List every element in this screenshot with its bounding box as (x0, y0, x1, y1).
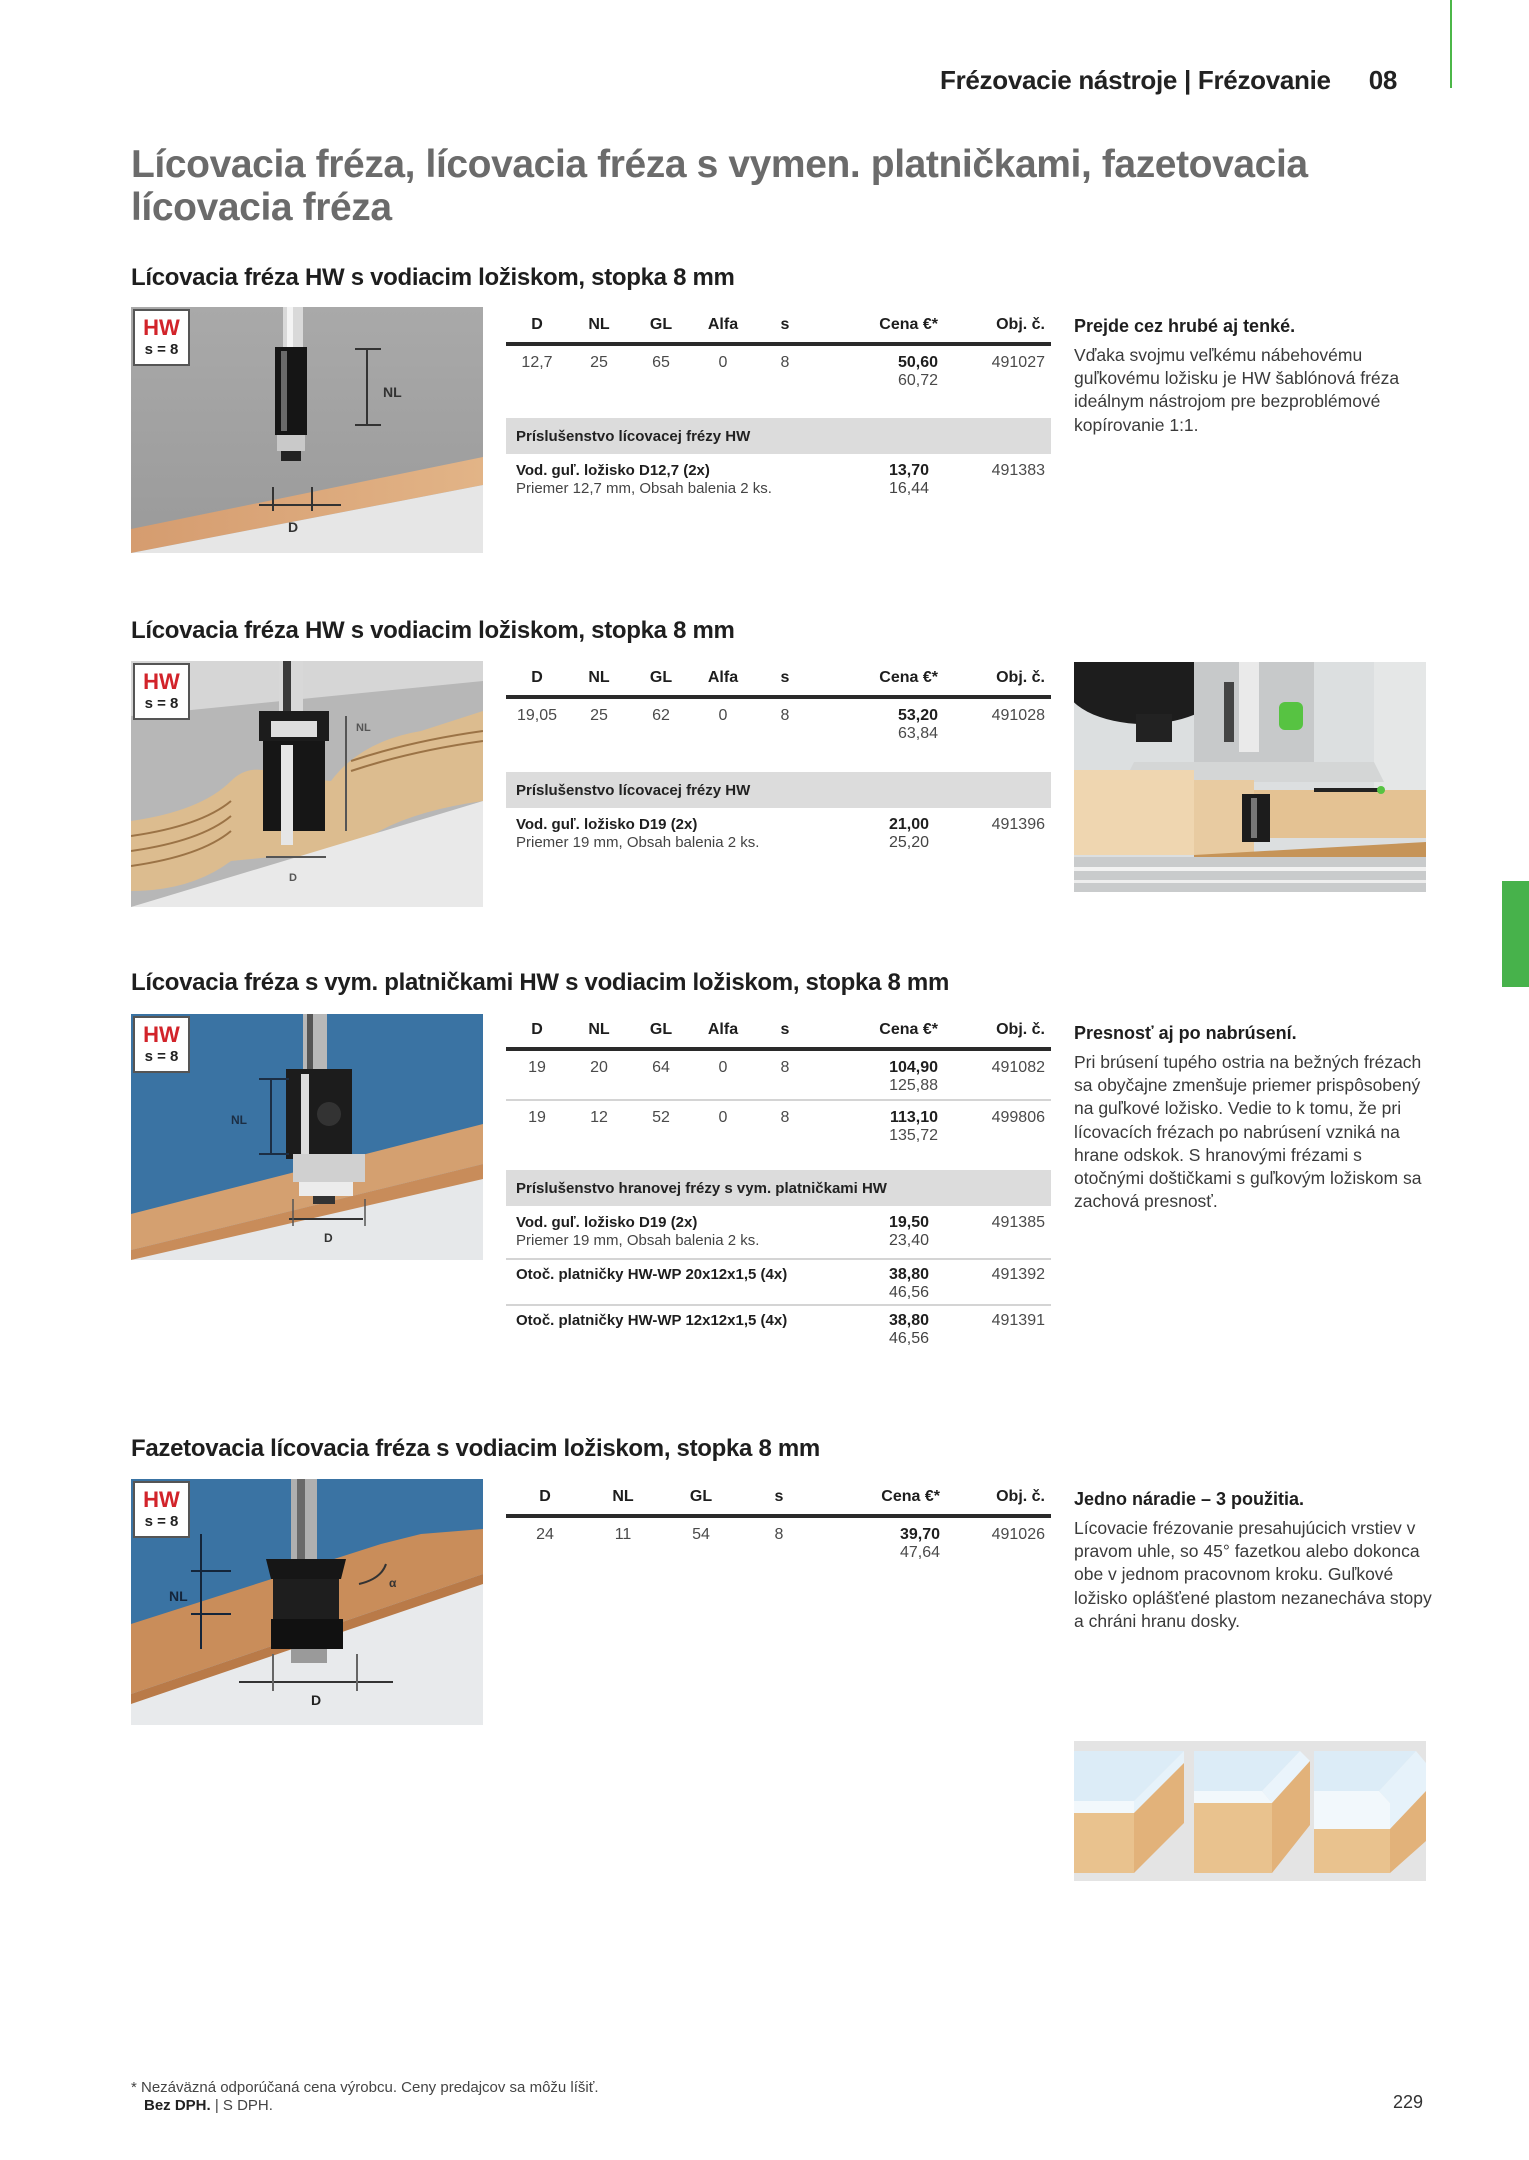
accessory-row (506, 462, 1051, 502)
accessory-name: Vod. guľ. ložisko D19 (2x) (516, 1214, 698, 1231)
hw-badge (133, 663, 190, 720)
accessory-order-no: 491391 (991, 1312, 1045, 1329)
price-gross: 135,72 (889, 1127, 938, 1144)
svg-text:D: D (288, 519, 299, 535)
accessory-price-gross: 46,56 (888, 1284, 929, 1301)
chapter-accent-line (1450, 0, 1452, 88)
col-nl: NL (568, 308, 630, 344)
product-diagram-router-bit (131, 1014, 483, 1260)
cell-price (818, 1516, 958, 1566)
product-diagram-router-bit (131, 307, 483, 553)
accessory-name: Vod. guľ. ložisko D19 (2x) (516, 816, 698, 833)
section-title: Lícovacia fréza HW s vodiacim ložiskom, stopka 8 mm (131, 617, 735, 644)
svg-text:NL: NL (383, 384, 402, 400)
hw-badge (133, 309, 190, 366)
svg-text:NL: NL (231, 1113, 247, 1127)
col-gl: GL (630, 661, 692, 697)
accessory-name: Vod. guľ. ložisko D12,7 (2x) (516, 462, 710, 479)
col-s: s (754, 661, 816, 697)
accessory-price-net: 13,70 (888, 462, 929, 479)
col-alfa: Alfa (692, 661, 754, 697)
col-d: D (506, 1013, 568, 1049)
section-title: Lícovacia fréza HW s vodiacim ložiskom, stopka 8 mm (131, 264, 735, 291)
cell-gl: 62 (652, 707, 670, 724)
badge-shank: s = 8 (144, 340, 179, 358)
cell-gl: 54 (692, 1526, 710, 1543)
table-row (506, 1049, 1051, 1100)
cell-price (816, 1100, 956, 1149)
product-diagram-chamfer-bit (131, 1479, 483, 1725)
table-row (506, 1516, 1051, 1566)
accessories-header: Príslušenstvo hranovej frézy s vym. platničkami HW (506, 1170, 1051, 1206)
cell-alfa: 0 (718, 354, 728, 371)
feature-headline: Presnosť aj po nabrúsení. (1074, 1023, 1297, 1043)
cell-order-no: 491082 (956, 1049, 1051, 1100)
price-net: 104,90 (889, 1059, 938, 1076)
accessory-desc: Priemer 19 mm, Obsah balenia 2 ks. (516, 834, 760, 851)
col-alfa: Alfa (692, 308, 754, 344)
page-number: 229 (1393, 2092, 1424, 2112)
cell-order-no: 499806 (991, 1109, 1045, 1126)
col-s: s (754, 308, 816, 344)
col-d: D (506, 1480, 584, 1516)
cell-gl: 65 (652, 354, 670, 371)
feature-body: Vďaka svojmu veľkému nábehovému guľkovému ložisku je HW šablónová fréza ideálnym nástrojom pre bezproblémové kopírovanie 1:1. (1074, 345, 1400, 435)
cell-d: 24 (536, 1526, 554, 1543)
cell-d: 12,7 (521, 354, 553, 371)
feature-description (1074, 1487, 1434, 1633)
application-photo-router (1074, 662, 1426, 892)
accessory-price-net: 21,00 (888, 816, 929, 833)
col-alfa: Alfa (692, 1013, 754, 1049)
svg-text:D: D (311, 1692, 322, 1708)
col-order-no: Obj. č. (958, 1480, 1051, 1516)
spec-table-header (506, 1480, 1051, 1516)
price-net: 53,20 (897, 707, 938, 724)
price-net: 39,70 (899, 1526, 940, 1543)
accessory-price-gross: 16,44 (888, 480, 929, 497)
svg-text:D: D (289, 872, 297, 884)
accessory-order-no: 491396 (991, 816, 1045, 833)
cell-d: 19,05 (516, 707, 558, 724)
accessory-desc: Priemer 12,7 mm, Obsah balenia 2 ks. (516, 480, 772, 497)
accessories-header: Príslušenstvo lícovacej frézy HW (506, 418, 1051, 454)
accessory-price-net: 38,80 (888, 1312, 929, 1329)
running-header (940, 62, 1397, 98)
badge-material: HW (143, 1486, 180, 1512)
col-price: Cena €* (816, 1013, 956, 1049)
cell-nl: 20 (568, 1049, 630, 1100)
feature-description (1074, 314, 1434, 437)
cell-nl: 25 (590, 354, 608, 371)
section-title: Lícovacia fréza s vym. platničkami HW s vodiacim ložiskom, stopka 8 mm (131, 969, 949, 996)
feature-body: Pri brúsení tupého ostria na bežných frézach sa obyčajne zmenšuje priemer prispôsobený na guľkové ložisko. Vedie to k tomu, že pri lícovacích frézach po nabrúsení vzniká na hrane odskok. S hranovými frézami s otočnými doštičkami s guľkovým ložiskom sa zachová presnosť. (1074, 1052, 1422, 1212)
accessory-price-net: 19,50 (888, 1214, 929, 1231)
col-price: Cena €* (816, 308, 956, 344)
col-nl: NL (584, 1480, 662, 1516)
cell-alfa: 0 (718, 707, 728, 724)
page-title: Lícovacia fréza, lícovacia fréza s vymen. platničkami, fazetovacia lícovacia fréza (131, 143, 1308, 229)
price-net: 50,60 (897, 354, 938, 371)
col-d: D (506, 661, 568, 697)
cell-order-no: 491026 (991, 1526, 1045, 1543)
price-gross: 63,84 (897, 725, 938, 742)
accessory-price-net: 38,80 (888, 1266, 929, 1283)
accessory-row (506, 816, 1051, 856)
col-order-no: Obj. č. (956, 308, 1051, 344)
accessory-desc: Priemer 19 mm, Obsah balenia 2 ks. (516, 1232, 760, 1249)
cell-gl: 52 (652, 1109, 670, 1126)
accessory-row (506, 1258, 1051, 1302)
accessory-price-gross: 25,20 (888, 834, 929, 851)
col-order-no: Obj. č. (956, 1013, 1051, 1049)
price-gross: 125,88 (889, 1077, 938, 1094)
accessory-order-no: 491383 (991, 462, 1045, 479)
table-row (506, 697, 1051, 747)
col-gl: GL (630, 308, 692, 344)
badge-material: HW (143, 314, 180, 340)
svg-text:D: D (324, 1231, 333, 1245)
accessory-price-gross: 23,40 (888, 1232, 929, 1249)
spec-table (506, 1480, 1051, 1566)
header-section: Frézovacie nástroje | Frézovanie (940, 64, 1331, 95)
table-row (506, 344, 1051, 394)
feature-headline: Jedno náradie – 3 použitia. (1074, 1489, 1305, 1509)
header-chapter-number: 08 (1368, 64, 1398, 95)
cell-alfa: 0 (692, 1049, 754, 1100)
svg-text:α: α (389, 1576, 397, 1590)
accessory-order-no: 491385 (991, 1214, 1045, 1231)
cell-alfa: 0 (718, 1109, 728, 1126)
badge-material: HW (143, 1021, 180, 1047)
col-s: s (740, 1480, 818, 1516)
cell-s: 8 (780, 1109, 790, 1126)
feature-headline: Prejde cez hrubé aj tenké. (1074, 316, 1296, 336)
cell-nl: 25 (590, 707, 608, 724)
col-price: Cena €* (818, 1480, 958, 1516)
tax-excl-label: Bez DPH. (144, 2097, 211, 2114)
accessory-price-gross: 46,56 (888, 1330, 929, 1347)
badge-shank: s = 8 (144, 694, 179, 712)
feature-body: Lícovacie frézovanie presahujúcich vrstiev v pravom uhle, so 45° fazetkou alebo dokonca obe v jednom pracovnom kroku. Guľkové ložisko oplášťené plastom nezanecháva stopy a chráni hranu dosky. (1074, 1518, 1432, 1631)
cell-s: 8 (774, 1526, 784, 1543)
cell-s: 8 (780, 354, 790, 371)
spec-table (506, 308, 1051, 394)
col-d: D (506, 308, 568, 344)
chapter-tab-marker (1502, 881, 1529, 987)
spec-table-header (506, 308, 1051, 344)
cell-s: 8 (780, 707, 790, 724)
spec-table (506, 1013, 1051, 1149)
accessory-name: Otoč. platničky HW-WP 12x12x1,5 (4x) (516, 1312, 788, 1329)
product-diagram-router-bit (131, 661, 483, 907)
accessory-row (506, 1304, 1051, 1348)
price-net: 113,10 (889, 1109, 938, 1126)
badge-shank: s = 8 (144, 1047, 179, 1065)
cell-d: 19 (528, 1109, 546, 1126)
badge-material: HW (143, 668, 180, 694)
cell-s: 8 (754, 1049, 816, 1100)
accessory-row (506, 1214, 1051, 1256)
col-gl: GL (662, 1480, 740, 1516)
price-footnote (131, 2079, 599, 2115)
svg-text:NL: NL (169, 1588, 188, 1604)
feature-description (1074, 1021, 1434, 1213)
footnote-tax-legend (131, 2097, 599, 2115)
tax-incl-label: | S DPH. (210, 2097, 273, 2114)
col-order-no: Obj. č. (956, 661, 1051, 697)
hw-badge (133, 1016, 190, 1073)
cell-gl: 64 (630, 1049, 692, 1100)
footnote-line: * Nezáväzná odporúčaná cena výrobcu. Ceny predajcov sa môžu líšiť. (131, 2079, 599, 2096)
cell-order-no: 491027 (991, 354, 1045, 371)
col-gl: GL (630, 1013, 692, 1049)
spec-table-header (506, 661, 1051, 697)
spec-table (506, 661, 1051, 747)
cell-price (816, 1049, 956, 1100)
col-s: s (754, 1013, 816, 1049)
price-gross: 47,64 (899, 1544, 940, 1561)
accessories-header: Príslušenstvo lícovacej frézy HW (506, 772, 1051, 808)
cell-price (816, 697, 956, 747)
cell-d: 19 (506, 1049, 568, 1100)
spec-table-header (506, 1013, 1051, 1049)
section-title: Fazetovacia lícovacia fréza s vodiacim ložiskom, stopka 8 mm (131, 1435, 820, 1462)
accessory-order-no: 491392 (991, 1266, 1045, 1283)
hw-badge (133, 1481, 190, 1538)
edge-profile-diagram-icon (1074, 1741, 1426, 1881)
accessory-name: Otoč. platničky HW-WP 20x12x1,5 (4x) (516, 1266, 788, 1283)
col-nl: NL (568, 1013, 630, 1049)
cell-nl: 11 (614, 1526, 632, 1543)
cell-order-no: 491028 (991, 707, 1045, 724)
col-nl: NL (568, 661, 630, 697)
edge-profiles-illustration (1074, 1741, 1426, 1881)
cell-nl: 12 (590, 1109, 608, 1126)
router-in-use-photo-icon (1074, 662, 1426, 892)
table-row (506, 1100, 1051, 1149)
badge-shank: s = 8 (144, 1512, 179, 1530)
price-gross: 60,72 (897, 372, 938, 389)
col-price: Cena €* (816, 661, 956, 697)
cell-price (816, 344, 956, 394)
svg-text:NL: NL (356, 722, 371, 734)
